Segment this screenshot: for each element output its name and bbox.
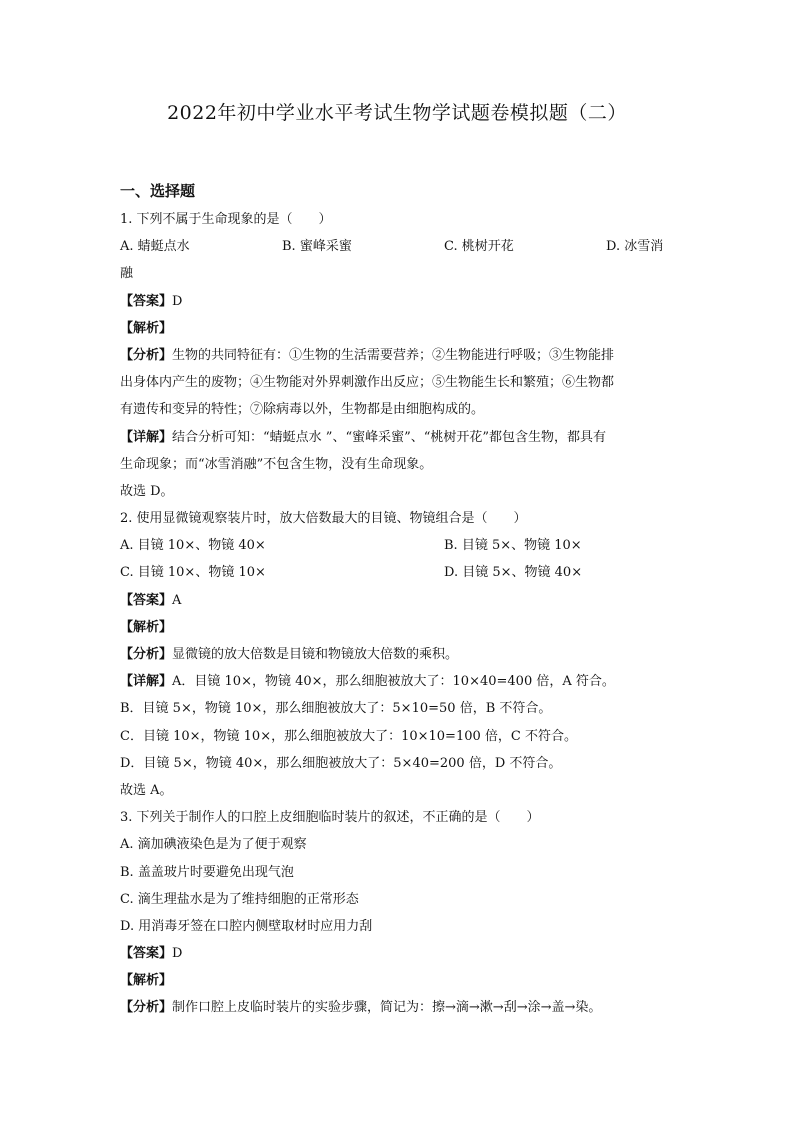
analysis-tag: 【解析】 [120,973,173,989]
option-row [120,532,680,559]
xiangjie-line [120,668,680,695]
answer-tag: 【答案】 [120,946,173,962]
analysis-tag: 【解析】 [120,619,173,635]
answer-value: A [172,592,182,608]
fenxi-tag: 【分析】 [120,347,173,363]
option-row [120,559,680,586]
analysis-tag: 【解析】 [120,320,173,336]
option-d: D. 用消毒牙签在口腔内侧壁取材时应用力刮 [120,918,373,934]
xiangjie-text: D．目镜 5×，物镜 40×，那么细胞被放大了：5×40=200 倍，D 不符合。 [120,755,562,771]
fenxi-text: 显微镜的放大倍数是目镜和物镜放大倍数的乘积。 [172,647,459,662]
conclusion: 故选 A。 [120,782,173,798]
option-b: B. 盖盖玻片时要避免出现气泡 [120,864,294,880]
fenxi-line [120,641,680,668]
fenxi-tag: 【分析】 [120,647,173,662]
option-a: A. 目镜 10×、物镜 40× [120,538,266,554]
option-a: A. 蜻蜓点水 [120,239,190,255]
fenxi-tag: 【分析】 [120,1000,173,1016]
answer-line [120,288,680,315]
answer-tag: 【答案】 [120,293,173,309]
fenxi-text: 制作口腔上皮临时装片的实验步骤，简记为：擦→滴→漱→刮→涂→盖→染。 [172,1000,602,1016]
question-stem: 2. 使用显微镜观察装片时，放大倍数最大的目镜、物镜组合是（ ） [120,511,527,527]
xiangjie-text: C．目镜 10×，物镜 10×，那么细胞被放大了：10×10=100 倍，C 不符合。 [120,728,577,744]
page-title: 2022年初中学业水平考试生物学试题卷模拟题（二） [167,102,627,124]
section-heading: 一、选择题 [120,182,196,200]
xiangjie-tag: 【详解】 [120,429,173,445]
xiangjie-line [120,424,680,451]
answer-value: D [172,946,183,962]
question-content [120,206,680,1022]
option-c: C. 桃树开花 [444,239,514,255]
xiangjie-text: 生命现象；而“冰雪消融”不包含生物，没有生命现象。 [120,456,433,472]
answer-value: D [172,293,183,309]
xiangjie-tag: 【详解】 [120,674,173,690]
fenxi-text: 生物的共同特征有：①生物的生活需要营养；②生物能进行呼吸；③生物能排 [172,347,615,363]
option-d: D. 目镜 5×、物镜 40× [444,565,583,581]
option-wrap: 融 [120,266,134,282]
option-row [120,233,680,260]
option-d: D. 冰雪消 [606,239,664,255]
conclusion: 故选 D。 [120,483,174,499]
answer-tag: 【答案】 [120,592,173,608]
fenxi-line [120,994,680,1021]
fenxi-text: 有遗传和变异的特性；⑦除病毒以外，生物都是由细胞构成的。 [120,402,485,418]
option-c: C. 目镜 10×、物镜 10× [120,565,266,581]
option-b: B. 蜜峰采蜜 [282,239,352,255]
question-stem: 3. 下列关于制作人的口腔上皮细胞临时装片的叙述，不正确的是（ ） [120,810,540,826]
option-a: A. 滴加碘液染色是为了便于观察 [120,837,307,853]
answer-line [120,587,680,614]
answer-line [120,940,680,967]
fenxi-text: 出身体内产生的废物；④生物能对外界刺激作出反应；⑤生物能生长和繁殖；⑥生物都 [120,375,615,391]
option-c: C. 滴生理盐水是为了维持细胞的正常形态 [120,891,359,907]
xiangjie-text: A．目镜 10×，物镜 40×，那么细胞被放大了：10×40=400 倍，A 符合。 [172,674,615,690]
fenxi-line [120,342,680,369]
xiangjie-text: 结合分析可知：“蜻蜓点水 ”、“蜜峰采蜜”、“桃树开花”都包含生物，都具有 [172,429,607,445]
question-stem: 1. 下列不属于生命现象的是（ ） [120,212,332,227]
xiangjie-text: B．目镜 5×，物镜 10×，那么细胞被放大了：5×10=50 倍，B 不符合。 [120,701,552,717]
option-b: B. 目镜 5×、物镜 10× [444,538,582,554]
